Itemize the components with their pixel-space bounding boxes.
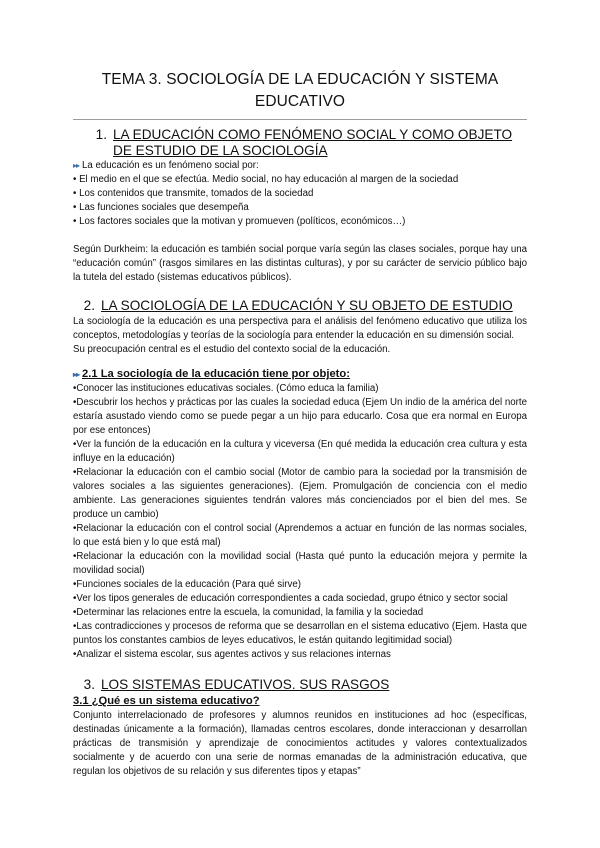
section-3-heading	[73, 677, 527, 693]
section-2-title: LA SOCIOLOGÍA DE LA EDUCACIÓN Y SU OBJETO DE ESTUDIO	[101, 298, 513, 313]
list-item: • El medio en el que se efectúa. Medio social, no hay educación al margen de la sociedad	[73, 174, 459, 185]
section-1-number: 1.	[95, 127, 107, 142]
list-item: •Relacionar la educación con el control social (Aprendemos a actuar en función de las normas sociales, lo que está bien y lo que está mal)	[73, 523, 527, 548]
list-item: • Las funciones sociales que desempeña	[73, 202, 249, 213]
section-1-intro: ▸▸ La educación es un fenómeno social por:	[73, 160, 259, 171]
title-divider	[73, 119, 527, 120]
section-2-number: 2.	[83, 298, 95, 313]
list-item: •Funciones sociales de la educación (Para qué sirve)	[73, 579, 301, 590]
double-arrow-icon: ▸▸	[73, 370, 80, 379]
section-1-title: LA EDUCACIÓN COMO FENÓMENO SOCIAL Y COMO OBJETO DE ESTUDIO DE LA SOCIOLOGÍA	[113, 127, 513, 158]
list-item: •Analizar el sistema escolar, sus agentes activos y sus relaciones internas	[73, 649, 391, 660]
list-item: •Relacionar la educación con la movilidad social (Hasta qué punto la educación mejora y permite la movilidad social)	[73, 551, 527, 576]
subsection-3-1-heading: 3.1 ¿Qué es un sistema educativo?	[73, 695, 260, 707]
section-1-heading	[73, 127, 527, 159]
section-3-number: 3.	[83, 677, 95, 692]
list-item: •Relacionar la educación con el cambio social (Motor de cambio para la sociedad por la transmisión de valores sociales a las siguientes generaciones). (Ejem. Promulgación de conciencia con el medio ambiente. Las generaciones siguientes tendrán valores más concienciados por el bien del mes. Se produce un cambio)	[73, 467, 527, 520]
list-item: •Determinar las relaciones entre la escuela, la comunidad, la familia y la sociedad	[73, 607, 424, 618]
list-item: •Ver la función de la educación en la cultura y viceversa (En qué medida la educación crea cultura y esta influye en la educación)	[73, 439, 527, 464]
section-1-paragraph: Según Durkheim: la educación es también social porque varía según las clases sociales, porque hay una “educación común” (rasgos similares en las distintas culturas), y por su carácter de servicio público bajo la tutela del estado (sistemas educativos públicos).	[73, 244, 527, 283]
section-3-paragraph: Conjunto interrelacionado de profesores y alumnos reunidos en instituciones ad hoc (específicas, destinadas únicamente a la formación), llamadas centros escolares, donde interaccionan y desarrollan prácticas de transmisión y aprendizaje de conocimientos actitudes y valores contextualizados socialmente y de acuerdo con una serie de normas emanadas de la administración educativa, que regulan los objetivos de su relación y sus diferentes tipos y etapas”	[73, 710, 527, 777]
document-title: TEMA 3. SOCIOLOGÍA DE LA EDUCACIÓN Y SISTEMA EDUCATIVO	[101, 71, 499, 110]
list-item: • Los factores sociales que la motivan y promueven (políticos, económicos…)	[73, 216, 406, 227]
list-item: •Las contradicciones y procesos de reforma que se desarrollan en el sistema educativo (Ejem. Hasta que puntos los constantes cambios de leyes educativos, le están quitando legitimidad social)	[73, 621, 527, 646]
double-arrow-icon: ▸▸	[73, 161, 80, 170]
section-2-heading	[73, 298, 527, 314]
spacer	[73, 229, 527, 243]
section-2-paragraph: Su preocupación central es el estudio del contexto social de la educación.	[73, 344, 391, 355]
list-item: •Ver los tipos generales de educación correspondientes a cada sociedad, grupo étnico y sector social	[73, 593, 508, 604]
subsection-2-1-heading: ▸▸ 2.1 La sociología de la educación tiene por objeto:	[73, 368, 350, 380]
list-item: •Descubrir los hechos y prácticas por las cuales la sociedad educa (Ejem Un indio de la américa del norte estaría asustado viendo como se puede pegar a un hijo para educarlo. Cosa que era normal en Europa por ese entonces)	[73, 397, 527, 436]
list-item: • Los contenidos que transmite, tomados de la sociedad	[73, 188, 314, 199]
section-3-title: LOS SISTEMAS EDUCATIVOS. SUS RASGOS	[101, 677, 390, 692]
section-2-paragraph: La sociología de la educación es una perspectiva para el análisis del fenómeno educativo que utiliza los conceptos, metodologías y teorías de la sociología para entender la educación en su dimensión social.	[73, 316, 527, 341]
list-item: •Conocer las instituciones educativas sociales. (Cómo educa la familia)	[73, 383, 379, 394]
